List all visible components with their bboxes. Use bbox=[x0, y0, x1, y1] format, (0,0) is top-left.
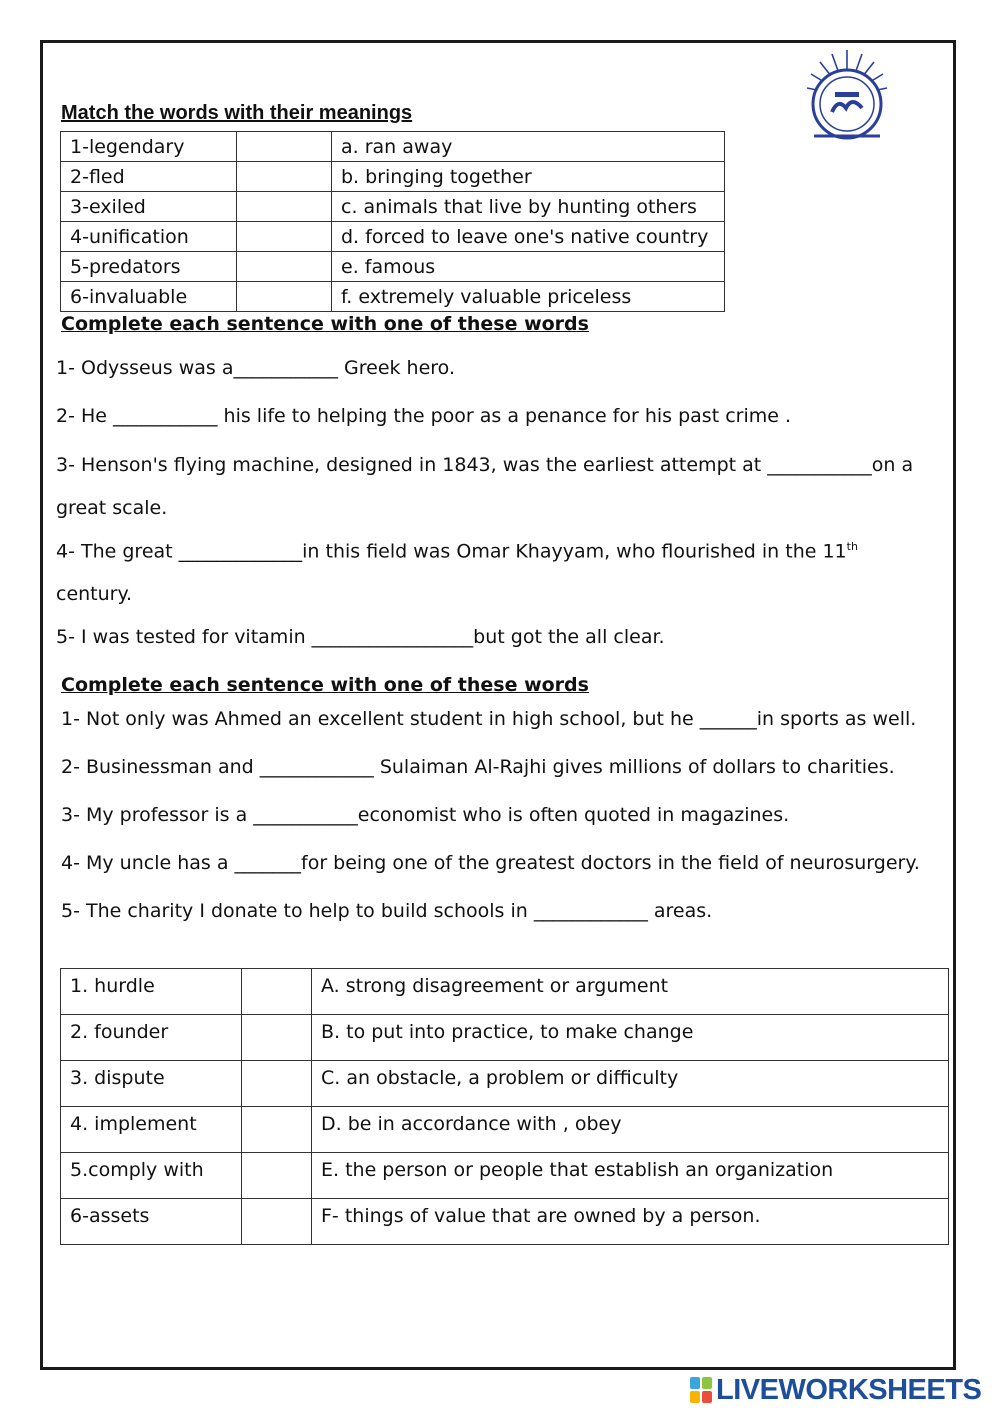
meaning-cell: D. be in accordance with , obey bbox=[312, 1107, 949, 1153]
meaning-cell: F- things of value that are owned by a person. bbox=[312, 1199, 949, 1245]
sentence-1: 1- Not only was Ahmed an excellent student in high school, but he ______in sports as well. bbox=[61, 708, 917, 730]
sentence-4-cont: century. bbox=[56, 583, 133, 605]
answer-cell[interactable] bbox=[237, 192, 332, 222]
sentence-1: 1- Odysseus was a___________ Greek hero. bbox=[56, 357, 456, 379]
answer-cell[interactable] bbox=[242, 1061, 312, 1107]
sentence-3-cont: great scale. bbox=[56, 497, 168, 519]
answer-cell[interactable] bbox=[237, 222, 332, 252]
word-cell: 4-unification bbox=[61, 222, 237, 252]
table-row bbox=[61, 282, 725, 312]
superscript: th bbox=[846, 540, 858, 553]
answer-cell[interactable] bbox=[242, 969, 312, 1015]
brand-text: LIVEWORKSHEETS bbox=[716, 1373, 982, 1406]
match-table bbox=[60, 131, 725, 312]
sentence-2: 2- He ___________ his life to helping the poor as a penance for his past crime . bbox=[56, 405, 792, 427]
answer-cell[interactable] bbox=[242, 1015, 312, 1061]
word-cell: 4. implement bbox=[61, 1107, 242, 1153]
sentence-3: 3- My professor is a ___________economist who is often quoted in magazines. bbox=[61, 804, 790, 826]
table-row bbox=[61, 1199, 949, 1245]
table-row bbox=[61, 192, 725, 222]
word-cell: 5-predators bbox=[61, 252, 237, 282]
meaning-cell: b. bringing together bbox=[332, 162, 725, 192]
table-row bbox=[61, 969, 949, 1015]
school-logo-icon bbox=[804, 44, 890, 148]
section2-heading: Complete each sentence with one of these words bbox=[61, 674, 589, 696]
table-row bbox=[61, 1015, 949, 1061]
sentence-2: 2- Businessman and ____________ Sulaiman Al-Rajhi gives millions of dollars to charities. bbox=[61, 756, 895, 778]
word-cell: 3-exiled bbox=[61, 192, 237, 222]
table-row bbox=[61, 132, 725, 162]
word-cell: 3. dispute bbox=[61, 1061, 242, 1107]
liveworksheets-logo-icon bbox=[690, 1377, 712, 1403]
meaning-cell: d. forced to leave one's native country bbox=[332, 222, 725, 252]
meaning-cell: a. ran away bbox=[332, 132, 725, 162]
sentence-5: 5- The charity I donate to help to build schools in ____________ areas. bbox=[61, 900, 713, 922]
word-cell: 6-invaluable bbox=[61, 282, 237, 312]
answer-cell[interactable] bbox=[237, 132, 332, 162]
table-row bbox=[61, 1107, 949, 1153]
sentence-5: 5- I was tested for vitamin _________________but got the all clear. bbox=[56, 626, 665, 648]
meaning-cell: c. animals that live by hunting others bbox=[332, 192, 725, 222]
sentence-3: 3- Henson's flying machine, designed in 1843, was the earliest attempt at ___________on a bbox=[56, 454, 914, 476]
page-title: Match the words with their meanings bbox=[61, 102, 413, 124]
meaning-cell: B. to put into practice, to make change bbox=[312, 1015, 949, 1061]
sentence-4: 4- My uncle has a _______for being one of the greatest doctors in the field of neurosurgery. bbox=[61, 852, 920, 874]
answer-cell[interactable] bbox=[242, 1153, 312, 1199]
meaning-cell: A. strong disagreement or argument bbox=[312, 969, 949, 1015]
table-row bbox=[61, 162, 725, 192]
word-cell: 6-assets bbox=[61, 1199, 242, 1245]
sentence-4 bbox=[56, 540, 858, 562]
liveworksheets-footer[interactable] bbox=[690, 1374, 981, 1406]
word-cell: 1-legendary bbox=[61, 132, 237, 162]
word-cell: 2. founder bbox=[61, 1015, 242, 1061]
word-cell: 2-fled bbox=[61, 162, 237, 192]
answer-cell[interactable] bbox=[242, 1107, 312, 1153]
word-cell: 5.comply with bbox=[61, 1153, 242, 1199]
meaning-cell: e. famous bbox=[332, 252, 725, 282]
meaning-cell: E. the person or people that establish an organization bbox=[312, 1153, 949, 1199]
answer-cell[interactable] bbox=[237, 282, 332, 312]
table-row bbox=[61, 222, 725, 252]
answer-cell[interactable] bbox=[237, 252, 332, 282]
answer-cell[interactable] bbox=[242, 1199, 312, 1245]
table-row bbox=[61, 252, 725, 282]
match-table-2 bbox=[60, 968, 949, 1245]
table-row bbox=[61, 1061, 949, 1107]
meaning-cell: C. an obstacle, a problem or difficulty bbox=[312, 1061, 949, 1107]
answer-cell[interactable] bbox=[237, 162, 332, 192]
sentence-4-text: 4- The great _____________in this field was Omar Khayyam, who flourished in the 11 bbox=[56, 540, 847, 563]
meaning-cell: f. extremely valuable priceless bbox=[332, 282, 725, 312]
table-row bbox=[61, 1153, 949, 1199]
word-cell: 1. hurdle bbox=[61, 969, 242, 1015]
section1-heading: Complete each sentence with one of these words bbox=[61, 313, 589, 335]
